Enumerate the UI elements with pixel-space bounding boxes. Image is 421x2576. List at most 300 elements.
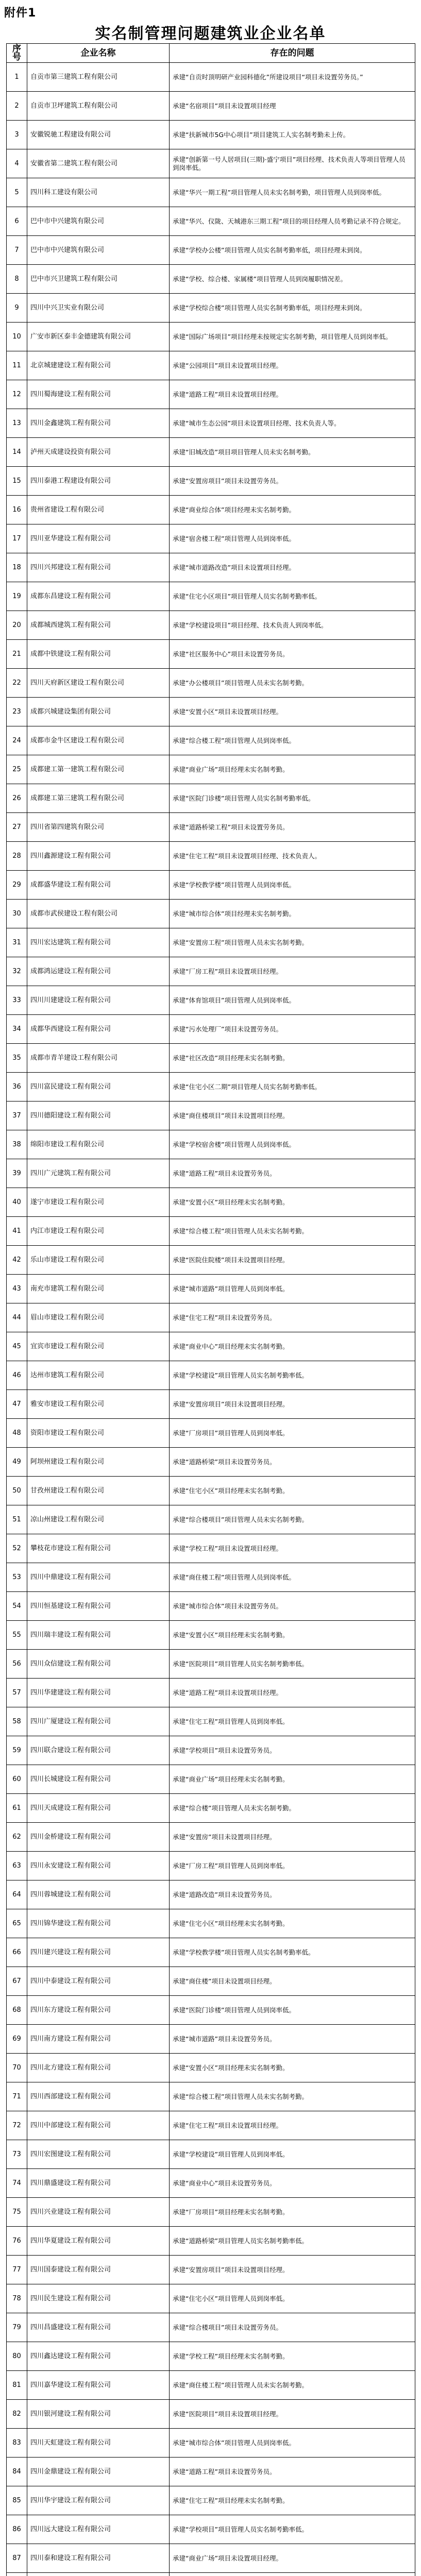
company-name: 四川东方建设工程有限公司 (27, 1996, 170, 2025)
table-row (7, 1217, 415, 1246)
row-number: 6 (7, 207, 27, 236)
issue-description: 承建“城市道路”项目未设置劳务员。 (170, 2025, 415, 2054)
row-number: 69 (7, 2025, 27, 2054)
row-number: 54 (7, 1592, 27, 1621)
company-name: 四川金桥建设工程有限公司 (27, 1823, 170, 1852)
row-number: 70 (7, 2054, 27, 2082)
table-row (7, 1361, 415, 1390)
table-row (7, 784, 415, 813)
table-row (7, 294, 415, 323)
table-row (7, 2515, 415, 2544)
issue-description: 承建“城市综合体”项目经理未实名制考勤。 (170, 900, 415, 928)
table-row (7, 496, 415, 524)
row-number: 9 (7, 294, 27, 323)
company-name: 四川瑞丰建设工程有限公司 (27, 1621, 170, 1650)
company-name: 四川省第四建筑有限公司 (27, 813, 170, 842)
row-number: 26 (7, 784, 27, 813)
issue-description: 承建“综合楼工程”项目管理人员未实名制考勤。 (170, 1217, 415, 1246)
table-row (7, 553, 415, 582)
issue-description: 承建“商业广场”项目经理未实名制考勤。 (170, 1765, 415, 1794)
table-row (7, 524, 415, 553)
company-name: 四川金鑫建筑工程有限公司 (27, 409, 170, 438)
issue-description: 承建“住宅小区”项目经理未实名制考勤。 (170, 1909, 415, 1938)
company-name: 成都市青羊建设工程有限公司 (27, 1044, 170, 1073)
company-name: 凉山州建设工程有限公司 (27, 1505, 170, 1534)
issue-description: 承建“商业中心”项目未设置劳务员。 (170, 2169, 415, 2198)
company-name: 四川北方建设工程有限公司 (27, 2054, 170, 2082)
issue-description: 承建“住宅小区二期”项目管理人员实名制考勤率低。 (170, 1073, 415, 1101)
table-row (7, 1073, 415, 1101)
table-row (7, 2227, 415, 2256)
issue-description: 承建“学校建设”项目管理人员到岗率低。 (170, 2140, 415, 2169)
issue-description: 承建“学校工程”项目未设置项目经理。 (170, 1534, 415, 1563)
table-body (7, 63, 415, 2576)
row-number: 45 (7, 1332, 27, 1361)
table-row (7, 1477, 415, 1505)
company-name: 四川科工建设有限公司 (27, 178, 170, 207)
table-row (7, 957, 415, 986)
row-number: 3 (7, 121, 27, 149)
company-name: 泸州天成建设投资有限公司 (27, 438, 170, 467)
table-row (7, 2313, 415, 2342)
row-number: 17 (7, 524, 27, 553)
row-number: 32 (7, 957, 27, 986)
table-row (7, 813, 415, 842)
row-number: 75 (7, 2198, 27, 2227)
issue-description: 承建“安置房”项目未设置项目经理。 (170, 1823, 415, 1852)
company-name: 成都市金牛区建设工程有限公司 (27, 726, 170, 755)
table-row (7, 1592, 415, 1621)
table-row (7, 236, 415, 265)
table-row (7, 2429, 415, 2458)
company-name: 四川众信建设工程有限公司 (27, 1650, 170, 1679)
issue-description: 承建“安置小区”项目经理未实名制考勤。 (170, 2054, 415, 2082)
row-number: 18 (7, 553, 27, 582)
row-number: 8 (7, 265, 27, 294)
issue-description: 承建“综合楼”项目管理人员未实名制考勤。 (170, 1794, 415, 1823)
table-row (7, 409, 415, 438)
row-number: 74 (7, 2169, 27, 2198)
issue-description: 承建“社区改造”项目经理未实名制考勤。 (170, 1044, 415, 1073)
row-number: 28 (7, 842, 27, 871)
company-name: 四川德阳建设工程有限公司 (27, 1101, 170, 1130)
issue-description: 承建“综合楼项目”项目管理人员未实名制考勤。 (170, 1505, 415, 1534)
issue-description: 承建“商住楼工程”项目管理人员到岗率低。 (170, 1563, 415, 1592)
company-name: 阿坝州建设工程有限公司 (27, 1448, 170, 1477)
table-row (7, 640, 415, 669)
company-name: 甘孜州建设工程有限公司 (27, 1477, 170, 1505)
row-number: 10 (7, 323, 27, 351)
attachment-label: 附件1 (4, 7, 37, 20)
table-row (7, 149, 415, 178)
row-number: 5 (7, 178, 27, 207)
table-row (7, 2544, 415, 2573)
issue-description: 承建“综合楼项目”项目未设置劳务员。 (170, 2313, 415, 2342)
issue-description: 承建“商业中心”项目经理未实名制考勤。 (170, 1332, 415, 1361)
company-name: 四川兴邦建设工程有限公司 (27, 553, 170, 582)
table-row (7, 1736, 415, 1765)
issue-description: 承建“学校教学楼”项目管理人员实名制考勤率低。 (170, 1938, 415, 1967)
issue-description: 承建“安置小区”项目经理未实名制考勤。 (170, 1188, 415, 1217)
table-row (7, 351, 415, 380)
row-number: 62 (7, 1823, 27, 1852)
table-row (7, 2169, 415, 2198)
row-number: 78 (7, 2284, 27, 2313)
table-row (7, 438, 415, 467)
table-row (7, 1390, 415, 1419)
company-name: 成都盛华建设工程有限公司 (27, 871, 170, 900)
company-name: 安徽锐驰工程建设有限公司 (27, 121, 170, 149)
table-row (7, 2458, 415, 2486)
row-number: 4 (7, 149, 27, 178)
issue-description: 承建“自贡时顶明研产业园科德化”所建设项目“项目未设置劳务员。” (170, 63, 415, 92)
row-number: 46 (7, 1361, 27, 1390)
company-name: 四川建兴建设工程有限公司 (27, 1938, 170, 1967)
company-name: 四川蓉城建设工程有限公司 (27, 1880, 170, 1909)
table-row (7, 582, 415, 611)
row-number: 84 (7, 2458, 27, 2486)
row-number: 22 (7, 669, 27, 698)
company-name: 四川国泰建设工程有限公司 (27, 2256, 170, 2284)
table-row (7, 986, 415, 1015)
row-number: 79 (7, 2313, 27, 2342)
issue-description: 承建“城市道路”项目管理人员到岗率低。 (170, 1275, 415, 1303)
table-row (7, 380, 415, 409)
row-number: 86 (7, 2515, 27, 2544)
table-row (7, 1650, 415, 1679)
issue-description: 承建“城市生态公园”项目未设置项目经理、技术负责人等。 (170, 409, 415, 438)
row-number: 59 (7, 1736, 27, 1765)
row-number: 15 (7, 467, 27, 496)
table-row (7, 265, 415, 294)
table-row (7, 1909, 415, 1938)
company-name: 四川天成建设工程有限公司 (27, 1794, 170, 1823)
row-number: 36 (7, 1073, 27, 1101)
company-name: 四川民生建设工程有限公司 (27, 2284, 170, 2313)
table-row (7, 2111, 415, 2140)
issue-description: 承建“创新第一号人居项目(三期)·盛宁项目”项目经理、技术负责人等项目管理人员到岗率低。 (170, 149, 415, 178)
row-number: 40 (7, 1188, 27, 1217)
issue-description: 承建“道路工程”项目未设置劳务员。 (170, 1159, 415, 1188)
row-number: 44 (7, 1303, 27, 1332)
company-name: 四川亚华建设工程有限公司 (27, 524, 170, 553)
row-number: 82 (7, 2400, 27, 2429)
company-name: 北京城建建设工程有限公司 (27, 351, 170, 380)
table-row (7, 2140, 415, 2169)
row-number: 81 (7, 2371, 27, 2400)
table-row (7, 2284, 415, 2313)
table-row (7, 1880, 415, 1909)
row-number: 21 (7, 640, 27, 669)
issue-description: 承建“名宿项目”项目未设置项目经理 (170, 92, 415, 121)
row-number: 57 (7, 1679, 27, 1707)
issue-description: 承建“安置小区”项目未设置项目经理。 (170, 698, 415, 726)
issue-description: 承建“华兴、仪陇、天城港东三期工程”项目的项目经理人员考勤记录不符合规定。 (170, 207, 415, 236)
issue-description: 承建“住宅小区”项目管理人员到岗率低。 (170, 2284, 415, 2313)
issue-description: 承建“道路桥梁”项目未设置劳务员。 (170, 1448, 415, 1477)
row-number: 30 (7, 900, 27, 928)
issue-description: 承建“住宅工程”项目未设置项目经理、技术负责人。 (170, 842, 415, 871)
company-name: 四川银河建设工程有限公司 (27, 2400, 170, 2429)
table-row (7, 467, 415, 496)
table-row (7, 1188, 415, 1217)
row-number: 16 (7, 496, 27, 524)
issue-description: 承建“住宅工程”项目未设置项目经理。 (170, 2111, 415, 2140)
company-name: 四川金鼎建设工程有限公司 (27, 2458, 170, 2486)
table-row (7, 1938, 415, 1967)
company-name: 四川锦华建设工程有限公司 (27, 1909, 170, 1938)
row-number: 55 (7, 1621, 27, 1650)
issue-description: 承建“城市道路改造”项目未设置项目经理。 (170, 553, 415, 582)
issue-description: 承建“医院住院楼”项目未设置项目经理。 (170, 1246, 415, 1275)
table-row (7, 1707, 415, 1736)
table-row (7, 2486, 415, 2515)
company-table (6, 43, 415, 2576)
table-row (7, 871, 415, 900)
company-name: 成都兴城建设集团有限公司 (27, 698, 170, 726)
issue-description: 承建“国际广场项目”项目经理未按规定实名制考勤，项目管理人员到岗率低。 (170, 323, 415, 351)
company-name: 遂宁市建设工程有限公司 (27, 1188, 170, 1217)
table-row (7, 1679, 415, 1707)
row-number: 27 (7, 813, 27, 842)
row-number: 39 (7, 1159, 27, 1188)
table-row (7, 1130, 415, 1159)
row-number: 34 (7, 1015, 27, 1044)
row-number: 53 (7, 1563, 27, 1592)
issue-description: 承建“商业广场”项目经理未实名制考勤。 (170, 755, 415, 784)
issue-description: 承建“学校建设”项目管理人员实名制考勤率低。 (170, 1361, 415, 1390)
company-name: 四川西部建设工程有限公司 (27, 2082, 170, 2111)
row-number: 56 (7, 1650, 27, 1679)
company-name: 四川中部建设工程有限公司 (27, 2111, 170, 2140)
table-row (7, 1563, 415, 1592)
table-row (7, 1505, 415, 1534)
issue-description: 承建“办公楼项目”项目管理人员未实名制考勤。 (170, 669, 415, 698)
table-row (7, 2573, 415, 2576)
company-name: 四川南方建设工程有限公司 (27, 2025, 170, 2054)
row-number: 7 (7, 236, 27, 265)
company-name: 四川天府新区建设工程有限公司 (27, 669, 170, 698)
company-name: 四川兴业建设工程有限公司 (27, 2198, 170, 2227)
company-name: 贵州省建设工程有限公司 (27, 496, 170, 524)
row-number: 43 (7, 1275, 27, 1303)
issue-description: 承建“公园项目”项目未设置项目经理。 (170, 351, 415, 380)
row-number: 80 (7, 2342, 27, 2371)
table-row (7, 1332, 415, 1361)
table-row (7, 1534, 415, 1563)
company-name: 四川鑫源建设工程有限公司 (27, 842, 170, 871)
issue-description: 承建“学校、综合楼、家属楼”项目管理人员到岗履职情况差。 (170, 265, 415, 294)
company-name: 达州市建筑工程有限公司 (27, 1361, 170, 1390)
company-name (27, 2573, 170, 2576)
company-name: 四川永安建设工程有限公司 (27, 1852, 170, 1880)
company-name: 四川中泰建设工程有限公司 (27, 1967, 170, 1996)
issue-description: 承建“道路工程”项目未设置项目经理。 (170, 380, 415, 409)
issue-description: 承建“道路桥梁”项目管理人员实名制考勤率低。 (170, 2227, 415, 2256)
row-number: 24 (7, 726, 27, 755)
company-name: 攀枝花市建设工程有限公司 (27, 1534, 170, 1563)
row-number: 29 (7, 871, 27, 900)
row-number: 73 (7, 2140, 27, 2169)
table-row (7, 2054, 415, 2082)
company-name: 乐山市建设工程有限公司 (27, 1246, 170, 1275)
table-row (7, 323, 415, 351)
table-row (7, 1765, 415, 1794)
row-number: 52 (7, 1534, 27, 1563)
row-number: 47 (7, 1390, 27, 1419)
company-name: 四川宏图建设工程有限公司 (27, 2140, 170, 2169)
company-name: 四川天虹建设工程有限公司 (27, 2429, 170, 2458)
company-name: 广安市新区泰丰金德建筑有限公司 (27, 323, 170, 351)
company-name: 巴中市中兴建筑有限公司 (27, 236, 170, 265)
table-row (7, 1275, 415, 1303)
row-number: 71 (7, 2082, 27, 2111)
company-name: 四川联合建设工程有限公司 (27, 1736, 170, 1765)
table-row (7, 1448, 415, 1477)
row-number: 37 (7, 1101, 27, 1130)
header-company-name: 企业名称 (27, 44, 170, 63)
table-row (7, 842, 415, 871)
company-name: 四川宏达建筑工程有限公司 (27, 928, 170, 957)
row-number: 65 (7, 1909, 27, 1938)
issue-description: 承建“住宅工程”项目管理人员到岗率低。 (170, 1707, 415, 1736)
company-name: 宜宾市建设工程有限公司 (27, 1332, 170, 1361)
company-name: 四川华建建设工程有限公司 (27, 1679, 170, 1707)
row-number: 23 (7, 698, 27, 726)
row-number: 42 (7, 1246, 27, 1275)
table-row (7, 1303, 415, 1332)
issue-description: 承建“安置小区”项目经理未实名制考勤。 (170, 1621, 415, 1650)
row-number: 76 (7, 2227, 27, 2256)
row-number: 41 (7, 1217, 27, 1246)
company-name: 成都建工第一建筑工程有限公司 (27, 755, 170, 784)
row-number: 60 (7, 1765, 27, 1794)
company-name: 成都鸿运建设工程有限公司 (27, 957, 170, 986)
issue-description: 承建“学校项目”项目管理人员实名制考勤率低。 (170, 2515, 415, 2544)
issue-description: 承建“学校办公楼”项目管理人员实名制考勤率低，项目经理未到岗。 (170, 236, 415, 265)
company-name: 四川泰和建设工程有限公司 (27, 2544, 170, 2573)
document-title: 实名制管理问题建筑业企业名单 (95, 25, 326, 43)
company-name: 绵阳市建设工程有限公司 (27, 1130, 170, 1159)
company-name: 四川嘉华建设工程有限公司 (27, 2371, 170, 2400)
row-number: 68 (7, 1996, 27, 2025)
row-number: 63 (7, 1852, 27, 1880)
table-row (7, 1852, 415, 1880)
row-number: 31 (7, 928, 27, 957)
company-name: 资阳市建设工程有限公司 (27, 1419, 170, 1448)
company-name: 眉山市建设工程有限公司 (27, 1303, 170, 1332)
company-name: 自贡市第三建筑工程有限公司 (27, 63, 170, 92)
issue-description: 承建“城市综合体”项目管理人员到岗率低。 (170, 2429, 415, 2458)
company-name: 四川蜀海建设工程有限公司 (27, 380, 170, 409)
company-name: 巴中市中兴建筑有限公司 (27, 207, 170, 236)
row-number: 13 (7, 409, 27, 438)
table-row (7, 928, 415, 957)
row-number: 77 (7, 2256, 27, 2284)
table-row (7, 726, 415, 755)
issue-description: 承建“学校项目”项目未设置劳务员。 (170, 1736, 415, 1765)
issue-description: 承建“污水处理厂”项目未设置劳务员。 (170, 1015, 415, 1044)
issue-description: 承建“厂房工程”项目管理人员到岗率低。 (170, 1852, 415, 1880)
issue-description: 承建“学校综合楼”项目管理人员实名制考勤率低，项目经理未到岗。 (170, 294, 415, 323)
issue-description: 承建“综合楼工程”项目管理人员到岗率低。 (170, 726, 415, 755)
table-row (7, 1015, 415, 1044)
table-row (7, 2198, 415, 2227)
row-number: 66 (7, 1938, 27, 1967)
header-issue: 存在的问题 (170, 44, 415, 63)
company-name: 四川华夏建设工程有限公司 (27, 2227, 170, 2256)
table-row (7, 207, 415, 236)
issue-description: 承建“商住楼项目”项目未设置项目经理。 (170, 1101, 415, 1130)
company-name: 安徽省第二建筑工程有限公司 (27, 149, 170, 178)
row-number (7, 2573, 27, 2576)
table-row (7, 63, 415, 92)
issue-description: 承建“厂房工程”项目未设置项目经理。 (170, 957, 415, 986)
company-name: 成都华西建设工程有限公司 (27, 1015, 170, 1044)
row-number: 11 (7, 351, 27, 380)
table-row (7, 2371, 415, 2400)
table-row (7, 178, 415, 207)
issue-description: 承建“旧城改造”项目项目管理人员未实名制考勤。 (170, 438, 415, 467)
table-row (7, 611, 415, 640)
issue-description: 承建“医院门诊楼”项目管理人员实名制考勤率低。 (170, 784, 415, 813)
company-name: 四川鑫达建设工程有限公司 (27, 2342, 170, 2371)
issue-description: 承建“住宅工程”项目经理未实名制考勤。 (170, 2486, 415, 2515)
table-row (7, 1621, 415, 1650)
company-name: 四川川建建设工程有限公司 (27, 986, 170, 1015)
issue-description: 承建“厂房项目”项目经理未实名制考勤。 (170, 2198, 415, 2227)
table-row (7, 2342, 415, 2371)
row-number: 85 (7, 2486, 27, 2515)
row-number: 38 (7, 1130, 27, 1159)
company-name: 四川鼎盛建设工程有限公司 (27, 2169, 170, 2198)
row-number: 14 (7, 438, 27, 467)
issue-description: 承建“安置房项目”项目未设置项目经理。 (170, 1390, 415, 1419)
issue-description: 承建“学校工程”项目经理未实名制考勤。 (170, 2342, 415, 2371)
company-name: 成都中铁建设工程有限公司 (27, 640, 170, 669)
issue-description: 承建“宿舍楼工程”项目管理人员到岗率低。 (170, 524, 415, 553)
issue-description: 承建“医院门诊楼”项目管理人员到岗率低。 (170, 1996, 415, 2025)
company-name: 成都建工第三建筑工程有限公司 (27, 784, 170, 813)
table-row (7, 2400, 415, 2429)
table-row (7, 92, 415, 121)
company-name: 成都城西建筑工程有限公司 (27, 611, 170, 640)
company-name: 南充市建筑工程有限公司 (27, 1275, 170, 1303)
issue-description: 承建“医院项目”项目管理人员实名制考勤率低。 (170, 1650, 415, 1679)
issue-description: 承建“住宅小区”项目经理未实名制考勤。 (170, 1477, 415, 1505)
issue-description: 承建“安置房项目”项目未设置劳务员。 (170, 467, 415, 496)
row-number: 35 (7, 1044, 27, 1073)
row-number: 83 (7, 2429, 27, 2458)
row-number: 25 (7, 755, 27, 784)
row-number: 1 (7, 63, 27, 92)
table-row (7, 1159, 415, 1188)
company-name: 四川恒基建设工程有限公司 (27, 1592, 170, 1621)
issue-description: 承建“医院项目”项目未设置项目经理。 (170, 2400, 415, 2429)
issue-description: 承建“安置房工程”项目管理人员未实名制考勤。 (170, 928, 415, 957)
row-number: 2 (7, 92, 27, 121)
company-name: 雅安市建设工程有限公司 (27, 1390, 170, 1419)
company-name: 四川中鼎建设工程有限公司 (27, 1563, 170, 1592)
issue-description: 承建“住宅小区项目”项目管理人员实名制考勤率低。 (170, 582, 415, 611)
row-number: 51 (7, 1505, 27, 1534)
issue-description: 承建“商住楼工程”项目管理人员未实名制考勤。 (170, 2371, 415, 2400)
issue-description: 承建“安置房项目”项目未设置项目经理。 (170, 2256, 415, 2284)
issue-description: 承建“体育馆项目”项目管理人员到岗率低。 (170, 986, 415, 1015)
issue-description: 承建“学校建设项目”项目经理、技术负责人到岗率低。 (170, 611, 415, 640)
issue-description: 承建“商业综合体”项目经理未实名制考勤。 (170, 496, 415, 524)
row-number: 19 (7, 582, 27, 611)
